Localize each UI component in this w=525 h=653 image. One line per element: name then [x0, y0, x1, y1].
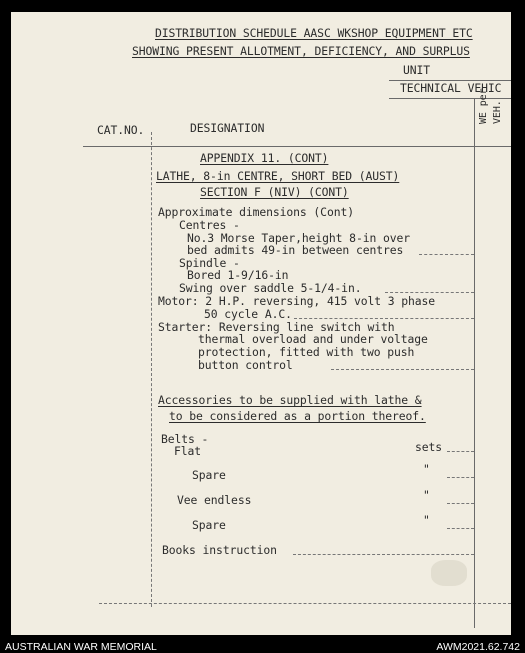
section-heading: SECTION F (NIV) (CONT) — [200, 185, 349, 199]
footer-accession-number: AWM2021.62.742 — [436, 641, 520, 653]
spec-line: Centres - — [179, 218, 240, 232]
spec-line: protection, fitted with two push — [198, 345, 415, 359]
sets-unit: sets — [415, 440, 443, 454]
spare-label: Spare — [192, 518, 226, 532]
column-header-veh: VEH. — [492, 100, 503, 124]
lathe-title: LATHE, 8-in CENTRE, SHORT BED (AUST) — [156, 169, 400, 183]
schedule-title-line2: SHOWING PRESENT ALLOTMENT, DEFICIENCY, AND SURPLUS — [132, 44, 470, 58]
ditto-mark: " — [423, 462, 430, 476]
accessories-heading-line1: Accessories to be supplied with lathe & — [158, 393, 422, 407]
paper-stain — [431, 560, 467, 586]
spec-line: thermal overload and under voltage — [198, 332, 428, 346]
fill-line — [447, 477, 474, 478]
column-header-we-per: WE per — [478, 88, 489, 124]
ditto-mark: " — [423, 488, 430, 502]
books-instruction-label: Books instruction — [162, 543, 277, 557]
vee-endless-label: Vee endless — [177, 493, 252, 507]
fill-line — [293, 554, 474, 555]
appendix-heading: APPENDIX 11. (CONT) — [200, 151, 329, 165]
column-header-catno: CAT.NO. — [97, 123, 145, 137]
we-column-divider — [474, 98, 475, 628]
spec-line: No.3 Morse Taper,height 8-in over — [187, 231, 411, 245]
fill-line — [447, 503, 474, 504]
fill-line — [447, 451, 474, 452]
spec-line: 50 cycle A.C. — [204, 307, 292, 321]
fill-line — [331, 369, 474, 370]
spec-line: Swing over saddle 5-1/4-in. — [179, 281, 362, 295]
spec-line: Motor: 2 H.P. reversing, 415 volt 3 phase — [158, 294, 436, 308]
header-rule — [83, 146, 511, 147]
column-header-designation: DESIGNATION — [190, 121, 265, 135]
spec-line: Approximate dimensions (Cont) — [158, 205, 354, 219]
ditto-mark: " — [423, 513, 430, 527]
footer-institution: AUSTRALIAN WAR MEMORIAL — [5, 641, 157, 653]
fill-line — [447, 528, 474, 529]
unit-label: UNIT — [403, 63, 431, 77]
spec-line: Spindle - — [179, 256, 240, 270]
fill-line — [419, 254, 474, 255]
fill-line — [294, 318, 474, 319]
belts-label: Belts - — [161, 432, 209, 446]
fill-line — [385, 292, 474, 293]
spec-line: Bored 1-9/16-in — [187, 268, 289, 282]
accessories-heading-line2: to be considered as a portion thereof. — [169, 409, 426, 423]
technical-rule — [389, 98, 511, 99]
catno-column-divider — [151, 132, 152, 607]
spec-line: bed admits 49-in between centres — [187, 243, 404, 257]
schedule-title-line1: DISTRIBUTION SCHEDULE AASC WKSHOP EQUIPMENT ETC — [155, 26, 473, 40]
spec-line: Starter: Reversing line switch with — [158, 320, 395, 334]
flat-label: Flat — [174, 444, 202, 458]
bottom-rule — [99, 603, 511, 604]
spec-line: button control — [198, 358, 293, 372]
document-page — [11, 12, 511, 635]
spare-label: Spare — [192, 468, 226, 482]
technical-vehicle-label: TECHNICAL VEHIC — [400, 81, 502, 95]
